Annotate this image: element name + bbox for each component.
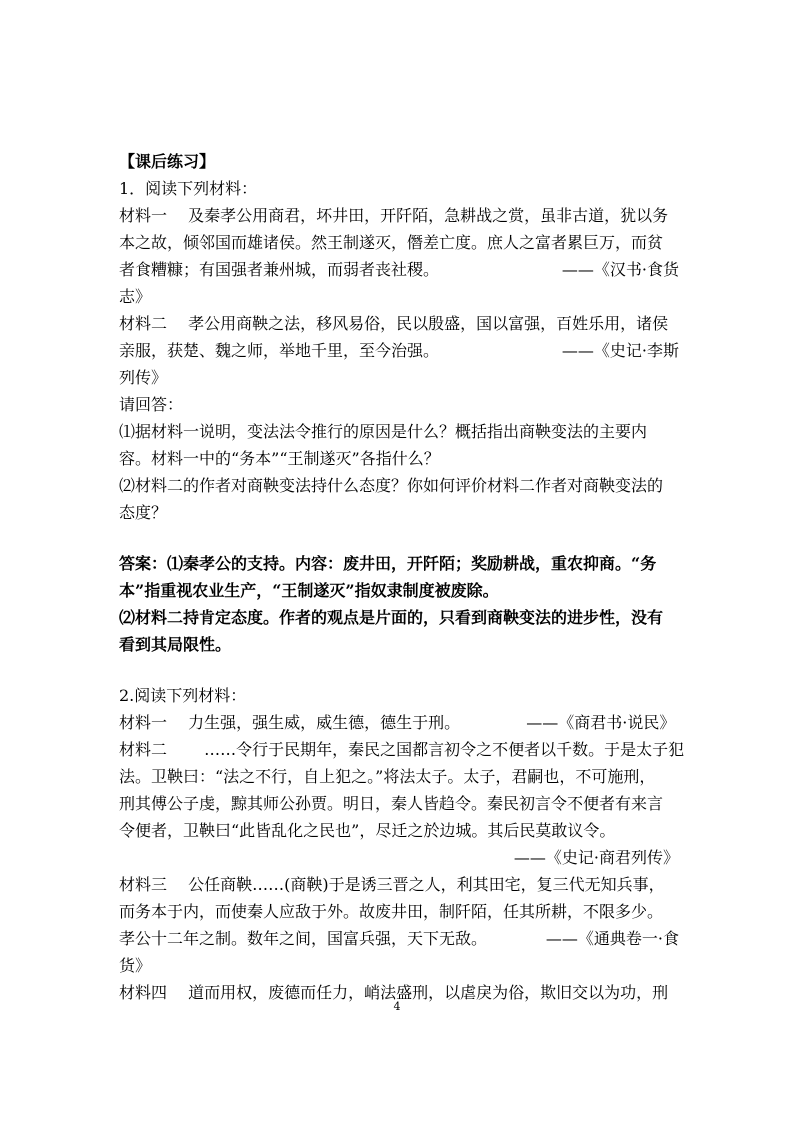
page-content <box>119 148 685 1006</box>
answer-line: 答案：⑴秦孝公的支持。内容：废井田，开阡陌；奖励耕战，重农抑商。“务 <box>119 554 657 573</box>
q1-material-1-line: 材料一 及秦孝公用商君，坏井田，开阡陌，急耕战之赏，虽非古道，犹以务 <box>119 206 669 225</box>
q1-material-2-source: ——《史记·李斯 <box>561 341 679 360</box>
q2-material-1-text: 材料一 力生强，强生威，威生德，德生于刑。 <box>119 713 461 732</box>
q2-material-3-line: 材料三 公任商鞅……(商鞅)于是诱三晋之人，利其田宅，复三代无知兵事， <box>119 875 665 894</box>
q1-material-2-line: 材料二 孝公用商鞅之法，移风易俗，民以殷盛，国以富强，百姓乐用，诸侯 <box>119 314 669 333</box>
q2-material-2-source: ——《史记·商君列传》 <box>513 848 679 867</box>
q1-material-1-text: 者食糟糠；有国强者兼州城，而弱者丧社稷。 <box>119 260 440 279</box>
spacer <box>119 526 679 550</box>
q1-material-1-line <box>119 256 679 283</box>
q1-subquestion-1: 容。材料一中的“务本”“王制遂灭”各指什么？ <box>119 449 440 468</box>
q2-material-2-line: 法。卫鞅曰：“法之不行，自上犯之。”将法太子。太子，君嗣也，不可施刑， <box>119 767 656 786</box>
question-1-heading: 1．阅读下列材料： <box>119 179 258 198</box>
q1-material-2-source-continued: 列传》 <box>119 368 168 387</box>
q1-material-2-line <box>119 337 679 364</box>
q2-material-3-source: ——《通典卷一·食 <box>545 929 679 948</box>
answer-line: ⑵材料二持肯定态度。作者的观点是片面的，只看到商鞅变法的进步性，没有 <box>119 608 664 627</box>
q2-material-3-text: 孝公十二年之制。数年之间，国富兵强，天下无敌。 <box>119 929 488 948</box>
q2-material-1-source: ——《商君书·说民》 <box>526 713 676 732</box>
q1-subquestion-1: ⑴据材料一说明，变法法令推行的原因是什么？概括指出商鞅变法的主要内 <box>119 422 648 441</box>
answer-line: 本”指重视农业生产，“王制遂灭”指奴隶制度被废除。 <box>119 581 499 600</box>
section-title: 【课后练习】 <box>119 152 216 171</box>
q2-material-3-source-continued: 货》 <box>119 956 152 975</box>
spacer <box>119 658 679 682</box>
q1-subquestion-2: 态度？ <box>119 503 168 522</box>
q2-material-2-line: 刑其傅公子虔，黥其师公孙贾。明日，秦人皆趋令。秦民初言令不便者有来言 <box>119 794 664 813</box>
q2-material-3-line: 而务本于内，而使秦人应敌于外。故废井田，制阡陌，任其所耕，不限多少。 <box>119 902 664 921</box>
q2-material-3-line <box>119 925 679 952</box>
q1-material-1-source: ——《汉书·食货 <box>561 260 679 279</box>
q1-subquestion-2: ⑵材料二的作者对商鞅变法持什么态度？你如何评价材料二作者对商鞅变法的 <box>119 476 664 495</box>
question-2-heading: 2.阅读下列材料： <box>119 686 247 705</box>
q2-material-2-line: 材料二 ……令行于民期年，秦民之国都言初令之不便者以千数。于是太子犯 <box>119 740 685 759</box>
q2-material-4-line: 材料四 道而用权，废德而任力，峭法盛刑，以虐戾为俗，欺旧交以为功，刑 <box>119 983 669 1002</box>
q1-material-2-text: 亲服，获楚、魏之师，举地千里，至今治强。 <box>119 341 440 360</box>
page-number: 4 <box>393 1000 401 1013</box>
q1-prompt: 请回答： <box>119 395 184 414</box>
q1-material-1-source-continued: 志》 <box>119 287 152 306</box>
answer-line: 看到其局限性。 <box>119 635 232 654</box>
q2-material-1-line <box>119 709 679 736</box>
q1-material-1-line: 本之故，倾邻国而雄诸侯。然王制遂灭，僭差亡度。庶人之富者累巨万，而贫 <box>119 233 664 252</box>
q2-material-2-line: 令便者，卫鞅曰“此皆乱化之民也”，尽迁之於边城。其后民莫敢议令。 <box>119 821 616 840</box>
